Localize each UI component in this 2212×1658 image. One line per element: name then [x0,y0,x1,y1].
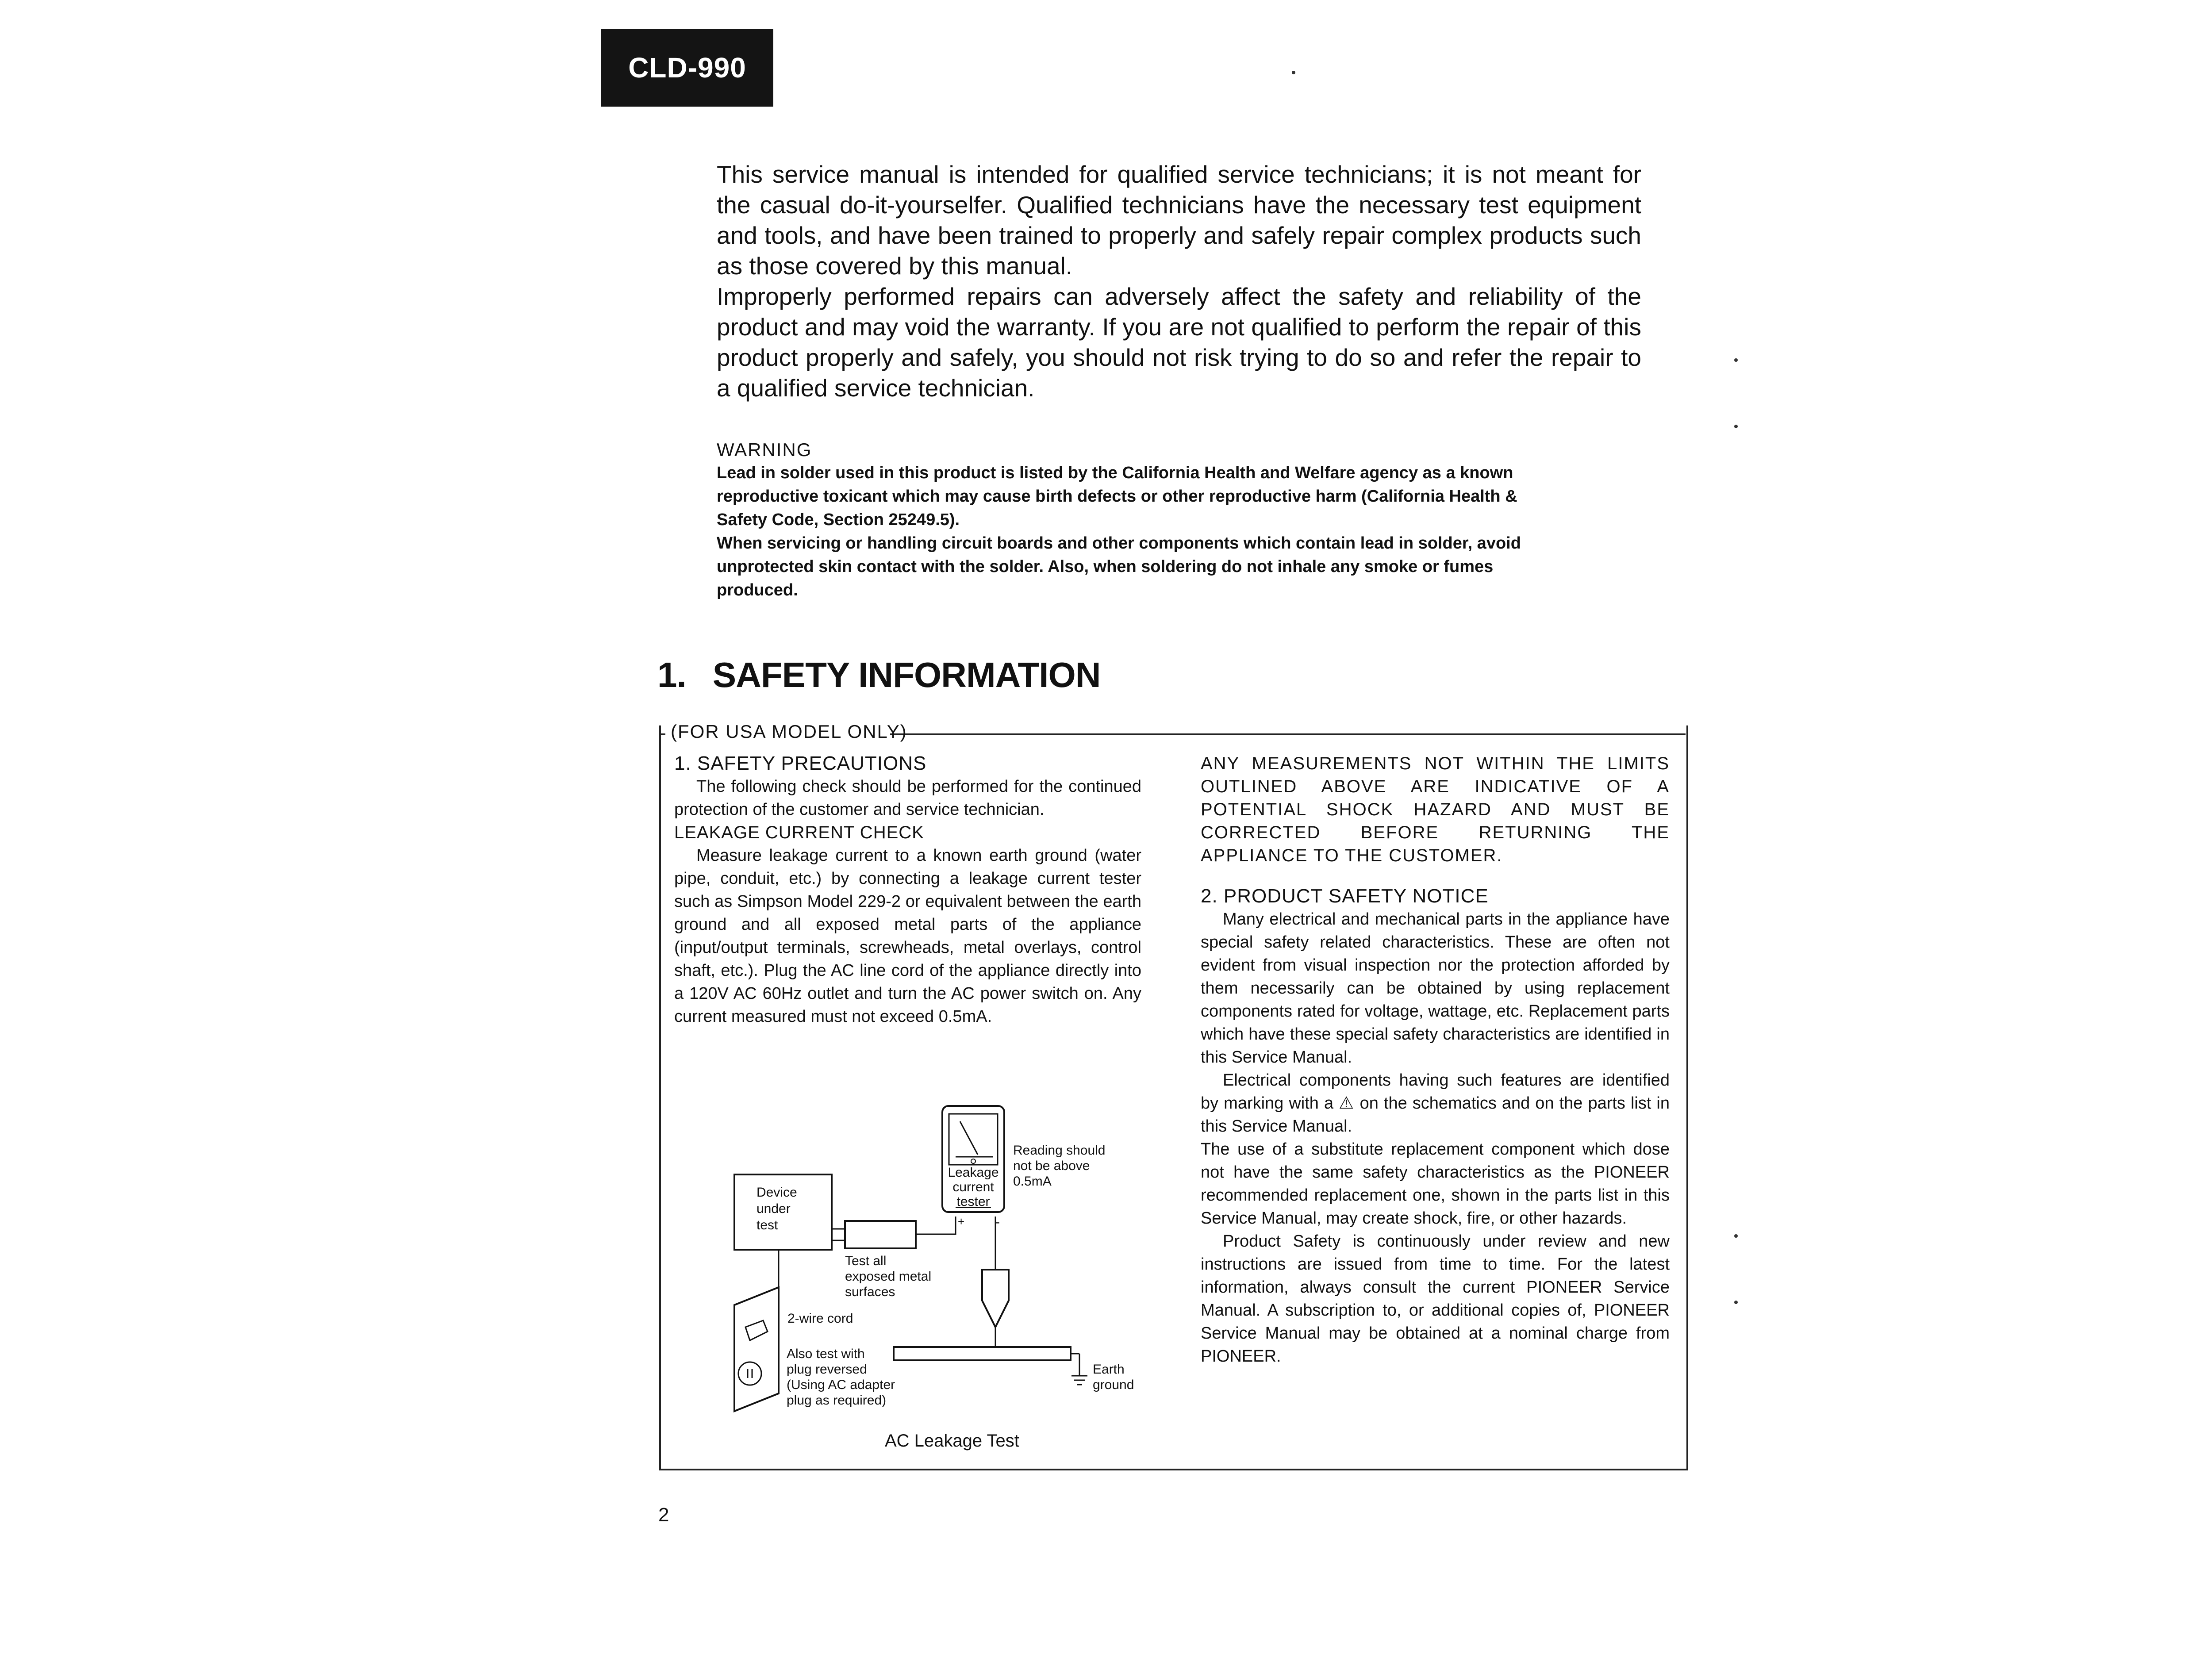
reading-note-2: not be above [1013,1159,1090,1173]
test-metal-3: surfaces [845,1285,895,1299]
earth-bar [894,1347,1071,1360]
intro-paragraph-2: Improperly performed repairs can adversely affect the safety and reliability of the product and may void the warranty. If you are not qualified to perform the repair of this product properly and safely, you should not risk trying to do so and refer the repair to a qualified service technician. [717,283,1641,402]
leakage-check-body: Measure leakage current to a known earth ground (water pipe, conduit, etc.) by connecting a leakage current tester such as Simpson Model 229-2 or equivalent between the earth ground and all exposed metal parts of the appliance (input/output terminals, screwheads, metal overlays, control shaft, etc.). Plug the AC line cord of the appliance directly into a 120V AC 60Hz outlet and turn the AC power switch on. Any current measured must not exceed 0.5mA. [674,846,1141,1026]
socket-icon [738,1362,761,1385]
product-safety-paragraph-2: Electrical components having such features are identified by marking with a ⚠ on the schematics and on the parts list in this Service Manual. [1201,1071,1670,1136]
product-safety-paragraph-1: Many electrical and mechanical parts in the appliance have special safety related characteristics. These are often not evident from visual inspection nor the protection afforded by them necessarily can be obtained by using replacement components rated for voltage, wattage, etc. Replacement parts which have these special safety characteristics are identified in this Service Manual. [1201,910,1670,1067]
probe-icon [845,1221,916,1248]
intro-paragraph-1: This service manual is intended for qualified service technicians; it is not meant for the casual do-it-yourselfer. Qualified technicians have the necessary test equipment and tools, and have been trained to properly and safely repair complex products such as those covered by this manual. [717,161,1641,280]
section-title [657,655,1101,695]
test-metal-2: exposed metal [845,1269,932,1284]
page-number: 2 [658,1504,669,1526]
also-test-4: plug as required) [787,1393,887,1408]
safety-box-top-rule [890,733,1686,735]
scan-speck [1734,425,1738,428]
wire-cord-label: 2-wire cord [787,1311,853,1326]
meter-label-3: tester [956,1194,990,1209]
wall-outlet-icon [734,1287,779,1411]
section-number: 1. [657,655,686,695]
scan-speck [1292,71,1295,74]
also-test-3: (Using AC adapter [787,1378,895,1392]
scan-speck [1734,1234,1738,1238]
precautions-intro: The following check should be performed for the continued protection of the customer and service technician. [674,777,1141,819]
scan-speck [1734,1301,1738,1304]
usa-model-label: (FOR USA MODEL ONLY) [671,721,907,742]
device-label-3: test [757,1218,778,1232]
product-safety-paragraph-4: Product Safety is continuously under review and new instructions are issued from time to time. For the latest information, always consult the current PIONEER Service Manual. A subscription to, or additional copies of, PIONEER Service Manual may be obtained at a nominal charge from PIONEER. [1201,1232,1670,1366]
earth-probe-icon [982,1270,1009,1327]
product-safety-heading: 2. PRODUCT SAFETY NOTICE [1201,885,1489,907]
test-metal-1: Test all [845,1254,887,1268]
meter-label-2: current [952,1180,994,1194]
intro-text [717,159,1641,403]
earth-label-2: ground [1093,1378,1134,1392]
warning-title: WARNING [717,439,812,460]
leakage-check-heading: LEAKAGE CURRENT CHECK [674,823,924,842]
also-test-1: Also test with [787,1347,865,1361]
meter-minus: - [995,1215,1000,1229]
meter-label-1: Leakage [948,1165,999,1180]
measurement-notice: ANY MEASUREMENTS NOT WITHIN THE LIMITS OUTLINED ABOVE ARE INDICATIVE OF A POTENTIAL SHOCK HAZARD AND MUST BE CORRECTED BEFORE RETURNING THE APPLIANCE TO THE CUSTOMER. [1201,754,1670,865]
reading-note-3: 0.5mA [1013,1174,1052,1189]
earth-label-1: Earth [1093,1362,1125,1377]
safety-precautions-heading: 1. SAFETY PRECAUTIONS [674,752,927,774]
warning-block [717,438,1557,602]
warning-paragraph-1: Lead in solder used in this product is listed by the California Health and Welfare agency as a known reproductive toxicant which may cause birth defects or other reproductive harm (California Health & Safety Code, Section 25249.5). [717,464,1517,529]
left-column [674,752,1141,1028]
also-test-2: plug reversed [787,1362,867,1377]
right-column [1201,752,1670,1368]
plug-icon [745,1320,768,1340]
meter-plus: + [958,1215,965,1228]
device-label-1: Device [757,1185,797,1200]
ac-leakage-test-diagram [708,1101,1194,1455]
reading-note-1: Reading should [1013,1143,1106,1158]
section-heading: SAFETY INFORMATION [712,655,1101,695]
product-safety-paragraph-3: The use of a substitute replacement component which dose not have the same safety characteristics as the PIONEER recommended replacement one, shown in the parts list in this Service Manual, may create shock, fire, or other hazards. [1201,1140,1670,1228]
warning-paragraph-2: When servicing or handling circuit boards and other components which contain lead in solder, avoid unprotected skin contact with the solder. Also, when soldering do not inhale any smoke or fumes produced. [717,534,1521,599]
diagram-caption: AC Leakage Test [885,1431,1019,1451]
model-tag: CLD-990 [601,29,773,107]
scan-speck [1734,358,1738,362]
safety-box-corner [659,733,665,735]
device-label-2: under [757,1201,791,1216]
